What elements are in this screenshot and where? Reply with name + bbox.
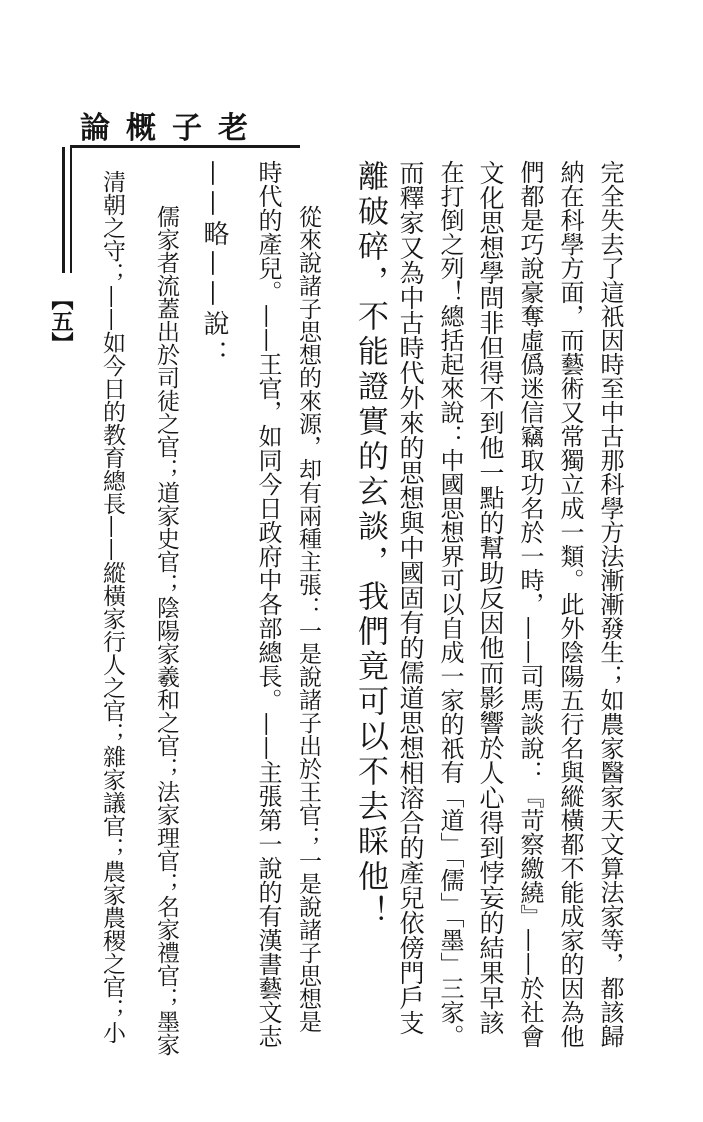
text-column-3: 們都是巧說豪奪虛僞迷信竊取功名於一時，——司馬談說：『苛察繳繞』——於社會: [516, 160, 544, 1048]
text-column-1: 完全失去了這祇因時至中古那科學方法漸漸發生；如農家醫家天文算法家等，都該歸: [596, 160, 624, 1048]
text-column-2: 納在科學方面，而藝術又常獨立成一類。此外陰陽五行名與縱橫都不能成家的因為他: [556, 160, 584, 1048]
text-column-11: 儒家者流蓋出於司徒之官；道家史官；陰陽家羲和之官；法家理官；名家禮官；墨家: [153, 205, 179, 1056]
margin-rule: [62, 147, 65, 273]
text-column-9: 時代的產兒。——王官，如同今日政府中各部總長。——主張第一說的有漢書藝文志: [254, 160, 282, 1048]
text-column-10: ——略——說：: [199, 160, 229, 370]
running-head: 老子概論: [80, 111, 264, 146]
header-rule: [70, 145, 300, 148]
text-column-8: 從來說諸子思想的來源，却有兩種主張：一是說諸子出於王官；一是說諸子思想是: [295, 205, 321, 1033]
text-column-6: 而釋家又為中古時代外來的思想與中國固有的儒道思想相溶合的產兒依傍門戶支: [396, 160, 425, 1035]
text-column-5: 在打倒之列！總括起來說：中國思想界可以自成一家的祇有「道」「儒」「墨」三家。: [436, 160, 464, 1048]
text-column-7: 離破碎，不能證實的玄談，我們竟可以不去睬他！: [352, 160, 388, 930]
margin-rule-inner: [70, 147, 72, 273]
page-number: 【五】: [48, 288, 74, 354]
text-column-12: 清朝之守；——如今日的教育總長——縱橫家行人之官；雜家議官；農家農稷之官；小: [99, 170, 125, 1044]
text-column-4: 文化思想學問非但得不到他一點的幫助反因他而影響於人心得到悖妄的結果早該: [476, 160, 505, 1035]
